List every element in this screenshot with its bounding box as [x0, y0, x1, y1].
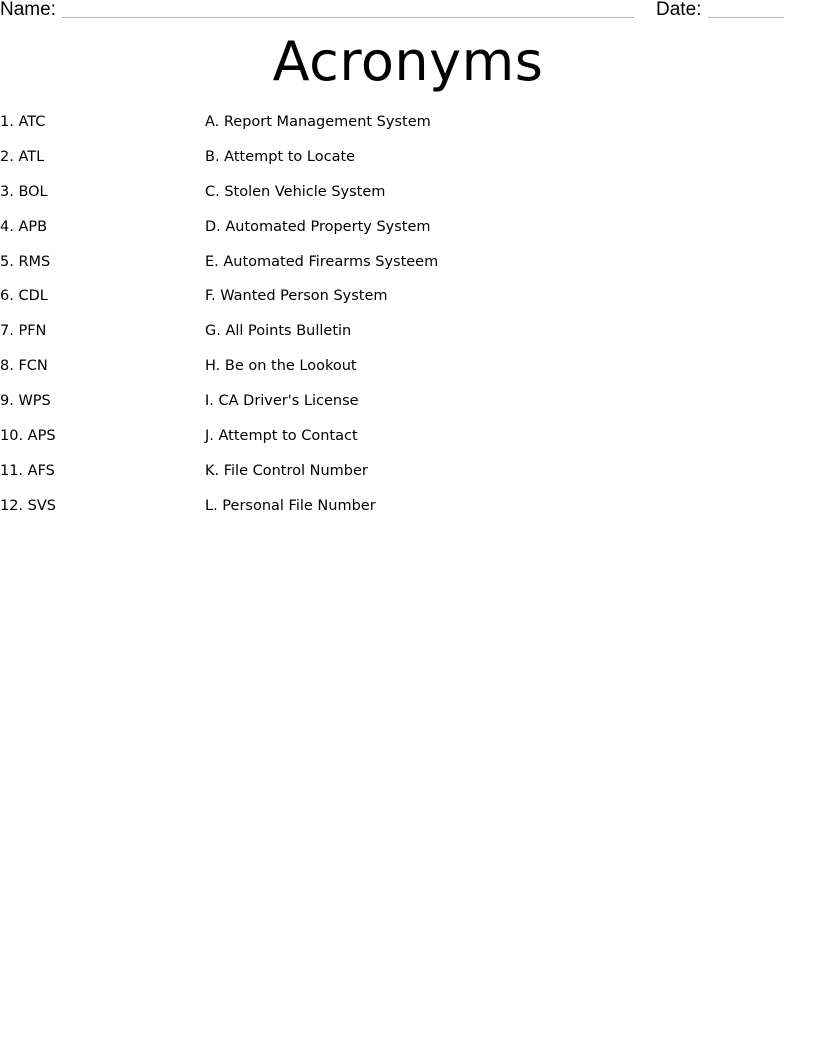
- definition-option: L. Personal File Number: [205, 497, 376, 514]
- acronym-term: 10. APS: [0, 428, 56, 445]
- matching-row: [0, 354, 816, 389]
- page-title: Acronyms: [272, 30, 544, 93]
- matching-row: [0, 145, 816, 180]
- definition-option: C. Stolen Vehicle System: [205, 183, 386, 200]
- acronym-term: 7. PFN: [0, 323, 47, 340]
- matching-row: [0, 424, 816, 459]
- matching-row: [0, 215, 816, 250]
- acronym-term: 12. SVS: [0, 497, 56, 514]
- acronym-term: 9. WPS: [0, 393, 51, 410]
- acronym-term: 4. APB: [0, 218, 48, 235]
- acronym-term: 6. CDL: [0, 288, 48, 305]
- acronym-term: 11. AFS: [0, 462, 55, 479]
- acronym-term: 3. BOL: [0, 183, 48, 200]
- matching-list: [0, 110, 816, 529]
- acronym-term: 5. RMS: [0, 253, 51, 270]
- definition-option: F. Wanted Person System: [205, 288, 388, 305]
- matching-row: [0, 250, 816, 285]
- worksheet-header: [0, 0, 816, 24]
- matching-row: [0, 389, 816, 424]
- name-blank-line: [62, 17, 634, 18]
- date-blank-line: [708, 17, 784, 18]
- definition-option: I. CA Driver's License: [205, 393, 359, 410]
- matching-row: [0, 284, 816, 319]
- definition-option: G. All Points Bulletin: [205, 323, 352, 340]
- acronym-term: 1. ATC: [0, 114, 46, 130]
- definition-option: B. Attempt to Locate: [205, 148, 356, 165]
- date-label: Date:: [656, 0, 702, 20]
- matching-row: [0, 180, 816, 215]
- definition-option: J. Attempt to Contact: [205, 428, 358, 445]
- definition-option: A. Report Management System: [205, 114, 431, 130]
- acronym-term: 8. FCN: [0, 358, 48, 375]
- name-label: Name:: [0, 0, 56, 20]
- acronym-term: 2. ATL: [0, 148, 45, 165]
- matching-row: [0, 319, 816, 354]
- matching-row: [0, 494, 816, 529]
- definition-option: D. Automated Property System: [205, 218, 431, 235]
- definition-option: K. File Control Number: [205, 462, 368, 479]
- definition-option: E. Automated Firearms Systeem: [205, 253, 439, 270]
- matching-row: [0, 110, 816, 145]
- definition-option: H. Be on the Lookout: [205, 358, 357, 375]
- matching-row: [0, 459, 816, 494]
